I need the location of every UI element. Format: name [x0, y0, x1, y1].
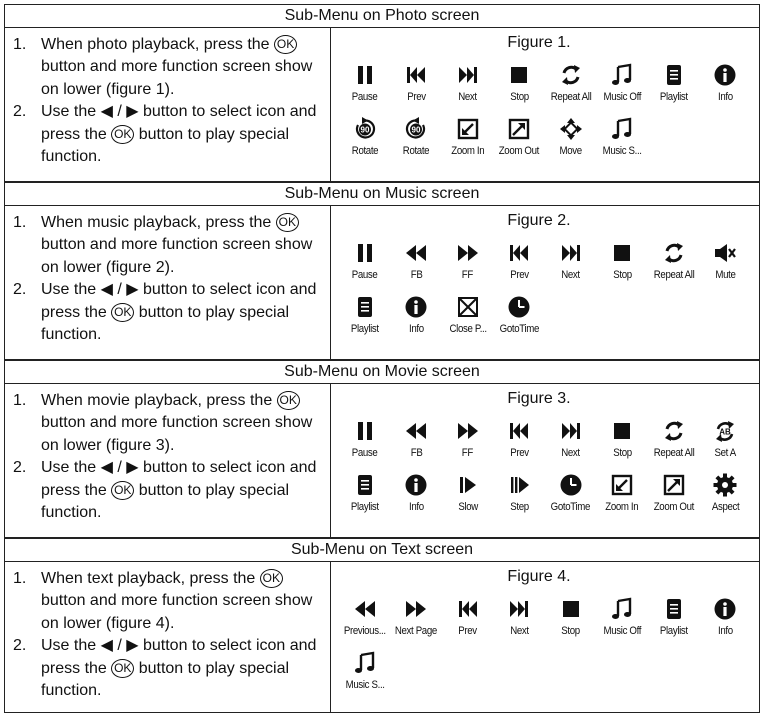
menu-option-next[interactable]: [545, 240, 597, 281]
ok-button-icon: OK: [111, 303, 134, 322]
playlist-icon: [661, 596, 687, 622]
menu-option-label: Rotate: [351, 145, 378, 157]
figure-panel: [331, 384, 759, 537]
menu-option-label: Info: [408, 501, 424, 513]
menu-option-label: Next: [458, 91, 478, 103]
menu-option-label: FF: [462, 447, 474, 459]
photo-sub-menu-section: [4, 4, 760, 182]
zoom-in-icon: [455, 116, 481, 142]
menu-option-step[interactable]: [494, 472, 546, 513]
menu-option-repeat-ab[interactable]: [700, 418, 752, 459]
stop-icon: [506, 62, 532, 88]
step-2: 2. Use the ◀ / ▶ button to select icon and press the OK button to play special function.: [13, 103, 317, 166]
menu-option-label: Next Page: [395, 625, 438, 637]
menu-option-label: Info: [717, 91, 733, 103]
ok-button-icon: OK: [111, 659, 134, 678]
pause-icon: [352, 240, 378, 266]
music-note-icon: [609, 62, 635, 88]
menu-option-stop[interactable]: [494, 62, 546, 103]
pause-icon: [352, 62, 378, 88]
icon-row-2: [339, 650, 753, 691]
menu-option-music-note[interactable]: [339, 650, 391, 691]
move-icon: [558, 116, 584, 142]
music-note-icon: [609, 116, 635, 142]
figure-panel: [331, 206, 759, 359]
info-icon: [403, 294, 429, 320]
menu-option-label: Aspect: [711, 501, 739, 513]
menu-option-prev[interactable]: [494, 418, 546, 459]
next-icon: [558, 418, 584, 444]
clock-icon: [506, 294, 532, 320]
menu-option-clock[interactable]: [494, 294, 546, 335]
figure-panel: [331, 28, 759, 181]
menu-option-label: Stop: [612, 269, 632, 281]
section-title: Sub-Menu on Movie screen: [4, 360, 760, 383]
menu-option-label: Next: [509, 625, 529, 637]
menu-option-label: Playlist: [659, 625, 688, 637]
menu-option-info[interactable]: [391, 472, 443, 513]
menu-option-label: FB: [410, 447, 423, 459]
ok-button-icon: OK: [277, 391, 300, 410]
menu-option-label: Pause: [351, 91, 378, 103]
section-title: Sub-Menu on Photo screen: [4, 4, 760, 27]
menu-option-clock[interactable]: [545, 472, 597, 513]
menu-option-info[interactable]: [391, 294, 443, 335]
menu-option-fast-forward[interactable]: [391, 596, 443, 637]
icon-row-1: [339, 240, 753, 281]
menu-option-info[interactable]: [700, 596, 752, 637]
instruction-steps: [5, 384, 331, 537]
menu-option-label: Next: [561, 447, 581, 459]
info-icon: [712, 596, 738, 622]
menu-option-pause[interactable]: [339, 418, 391, 459]
menu-option-label: Music Off: [603, 91, 642, 103]
gear-icon: [712, 472, 738, 498]
fast-backward-icon: [352, 596, 378, 622]
menu-option-label: Prev: [458, 625, 478, 637]
menu-option-zoom-out[interactable]: [494, 116, 546, 157]
menu-option-label: Close P...: [449, 323, 487, 335]
instruction-steps: [5, 206, 331, 359]
info-icon: [712, 62, 738, 88]
menu-option-label: GotoTime: [499, 323, 539, 335]
menu-option-label: Previous...: [343, 625, 386, 637]
svg-text:90: 90: [411, 125, 421, 135]
menu-option-label: Set A: [714, 447, 736, 459]
menu-option-pause[interactable]: [339, 240, 391, 281]
menu-option-next[interactable]: [442, 62, 494, 103]
zoom-out-icon: [506, 116, 532, 142]
prev-icon: [455, 596, 481, 622]
menu-option-stop[interactable]: [597, 240, 649, 281]
menu-option-repeat[interactable]: [648, 240, 700, 281]
menu-option-rotate-90-ccw[interactable]: [391, 116, 443, 157]
menu-option-label: Step: [509, 501, 529, 513]
menu-option-label: FF: [462, 269, 474, 281]
menu-option-zoom-in[interactable]: [442, 116, 494, 157]
menu-option-stop[interactable]: [545, 596, 597, 637]
svg-text:AB: AB: [719, 427, 732, 437]
menu-option-prev[interactable]: [391, 62, 443, 103]
text-sub-menu-section: [4, 538, 760, 713]
prev-icon: [506, 240, 532, 266]
menu-option-info[interactable]: [700, 62, 752, 103]
figure-caption: Figure 4.: [507, 568, 571, 585]
repeat-icon: [661, 240, 687, 266]
music-note-icon: [352, 650, 378, 676]
next-icon: [455, 62, 481, 88]
menu-option-label: Music S...: [602, 145, 642, 157]
menu-option-label: Stop: [612, 447, 632, 459]
menu-option-label: Move: [559, 145, 582, 157]
rotate-90-icon: [352, 116, 378, 142]
step-2: 2. Use the ◀ / ▶ button to select icon and press the OK button to play special function.: [13, 637, 317, 700]
zoom-out-icon: [661, 472, 687, 498]
menu-option-label: Zoom In: [451, 145, 485, 157]
icon-row-1: [339, 418, 753, 459]
menu-option-fast-backward[interactable]: [391, 418, 443, 459]
fast-forward-icon: [403, 596, 429, 622]
fast-backward-icon: [403, 418, 429, 444]
menu-option-playlist[interactable]: [339, 472, 391, 513]
figure-panel: [331, 562, 759, 712]
menu-option-next[interactable]: [545, 418, 597, 459]
step-icon: [506, 472, 532, 498]
clock-icon: [558, 472, 584, 498]
prev-icon: [506, 418, 532, 444]
stop-icon: [609, 240, 635, 266]
ok-button-icon: OK: [260, 569, 283, 588]
menu-option-label: Playlist: [659, 91, 688, 103]
menu-option-label: Prev: [509, 447, 529, 459]
menu-option-label: Stop: [509, 91, 529, 103]
menu-option-music-note[interactable]: [597, 62, 649, 103]
section-title: Sub-Menu on Music screen: [4, 182, 760, 205]
stop-icon: [558, 596, 584, 622]
menu-option-zoom-out[interactable]: [648, 472, 700, 513]
menu-option-repeat[interactable]: [545, 62, 597, 103]
menu-option-label: Next: [561, 269, 581, 281]
menu-option-label: Info: [717, 625, 733, 637]
movie-sub-menu-section: [4, 360, 760, 538]
menu-option-slow[interactable]: [442, 472, 494, 513]
pause-icon: [352, 418, 378, 444]
zoom-in-icon: [609, 472, 635, 498]
repeat-icon: [558, 62, 584, 88]
menu-option-fast-forward[interactable]: [442, 240, 494, 281]
instruction-steps: [5, 562, 331, 712]
playlist-icon: [352, 294, 378, 320]
menu-option-fast-forward[interactable]: [442, 418, 494, 459]
menu-option-pause[interactable]: [339, 62, 391, 103]
rotate-90-ccw-icon: [403, 116, 429, 142]
menu-option-label: Music S...: [345, 679, 385, 691]
svg-text:90: 90: [360, 125, 370, 135]
stop-icon: [609, 418, 635, 444]
figure-caption: Figure 1.: [507, 34, 571, 51]
menu-option-label: Stop: [561, 625, 581, 637]
ok-button-icon: OK: [111, 125, 134, 144]
sub-menu-document: [4, 4, 760, 713]
menu-option-fast-backward[interactable]: [339, 596, 391, 637]
fast-forward-icon: [455, 418, 481, 444]
slow-icon: [455, 472, 481, 498]
icon-row-2: [339, 116, 753, 157]
figure-caption: Figure 3.: [507, 390, 571, 407]
next-icon: [558, 240, 584, 266]
menu-option-prev[interactable]: [494, 240, 546, 281]
fast-forward-icon: [455, 240, 481, 266]
menu-option-playlist[interactable]: [339, 294, 391, 335]
icon-row-2: [339, 472, 753, 513]
section-title: Sub-Menu on Text screen: [4, 538, 760, 561]
playlist-icon: [661, 62, 687, 88]
menu-option-label: Slow: [457, 501, 478, 513]
menu-option-move[interactable]: [545, 116, 597, 157]
menu-option-playlist[interactable]: [648, 596, 700, 637]
menu-option-label: Info: [408, 323, 424, 335]
menu-option-label: Zoom In: [605, 501, 639, 513]
menu-option-label: Repeat All: [550, 91, 592, 103]
icon-row-1: [339, 62, 753, 103]
menu-option-label: Pause: [351, 269, 378, 281]
menu-option-prev[interactable]: [442, 596, 494, 637]
repeat-ab-icon: [712, 418, 738, 444]
repeat-icon: [661, 418, 687, 444]
menu-option-label: GotoTime: [551, 501, 591, 513]
icon-row-1: [339, 596, 753, 637]
menu-option-label: Playlist: [350, 501, 379, 513]
menu-option-label: Playlist: [350, 323, 379, 335]
menu-option-repeat[interactable]: [648, 418, 700, 459]
menu-option-zoom-in[interactable]: [597, 472, 649, 513]
menu-option-music-note[interactable]: [597, 116, 649, 157]
menu-option-label: Mute: [715, 269, 736, 281]
menu-option-label: Music Off: [603, 625, 642, 637]
close-box-icon: [455, 294, 481, 320]
instruction-steps: [5, 28, 331, 181]
info-icon: [403, 472, 429, 498]
step-1: 1. When music playback, press the OK button and more function screen show on lower (figure 2).: [13, 214, 313, 276]
menu-option-label: Rotate: [403, 145, 430, 157]
menu-option-label: Zoom Out: [499, 145, 540, 157]
menu-option-close-box[interactable]: [442, 294, 494, 335]
step-1: 1. When movie playback, press the OK button and more function screen show on lower (figure 3).: [13, 392, 313, 454]
menu-option-label: Repeat All: [653, 269, 695, 281]
prev-icon: [403, 62, 429, 88]
step-2: 2. Use the ◀ / ▶ button to select icon and press the OK button to play special function.: [13, 459, 317, 522]
menu-option-gear[interactable]: [700, 472, 752, 513]
figure-caption: Figure 2.: [507, 212, 571, 229]
menu-option-label: FB: [410, 269, 423, 281]
ok-button-icon: OK: [276, 213, 299, 232]
step-1: 1. When photo playback, press the OK button and more function screen show on lower (figure 1).: [13, 36, 313, 98]
menu-option-fast-backward[interactable]: [391, 240, 443, 281]
menu-option-next[interactable]: [494, 596, 546, 637]
menu-option-label: Pause: [351, 447, 378, 459]
menu-option-label: Zoom Out: [653, 501, 694, 513]
ok-button-icon: OK: [274, 35, 297, 54]
step-2: 2. Use the ◀ / ▶ button to select icon and press the OK button to play special function.: [13, 281, 317, 344]
menu-option-mute[interactable]: [700, 240, 752, 281]
mute-icon: [712, 240, 738, 266]
icon-row-2: [339, 294, 753, 335]
playlist-icon: [352, 472, 378, 498]
menu-option-rotate-90[interactable]: [339, 116, 391, 157]
fast-backward-icon: [403, 240, 429, 266]
ok-button-icon: OK: [111, 481, 134, 500]
step-1: 1. When text playback, press the OK button and more function screen show on lower (figure 4).: [13, 570, 313, 632]
menu-option-music-note[interactable]: [597, 596, 649, 637]
next-icon: [506, 596, 532, 622]
menu-option-label: Prev: [406, 91, 426, 103]
menu-option-playlist[interactable]: [648, 62, 700, 103]
menu-option-label: Repeat All: [653, 447, 695, 459]
music-sub-menu-section: [4, 182, 760, 360]
menu-option-stop[interactable]: [597, 418, 649, 459]
menu-option-label: Prev: [509, 269, 529, 281]
music-note-icon: [609, 596, 635, 622]
